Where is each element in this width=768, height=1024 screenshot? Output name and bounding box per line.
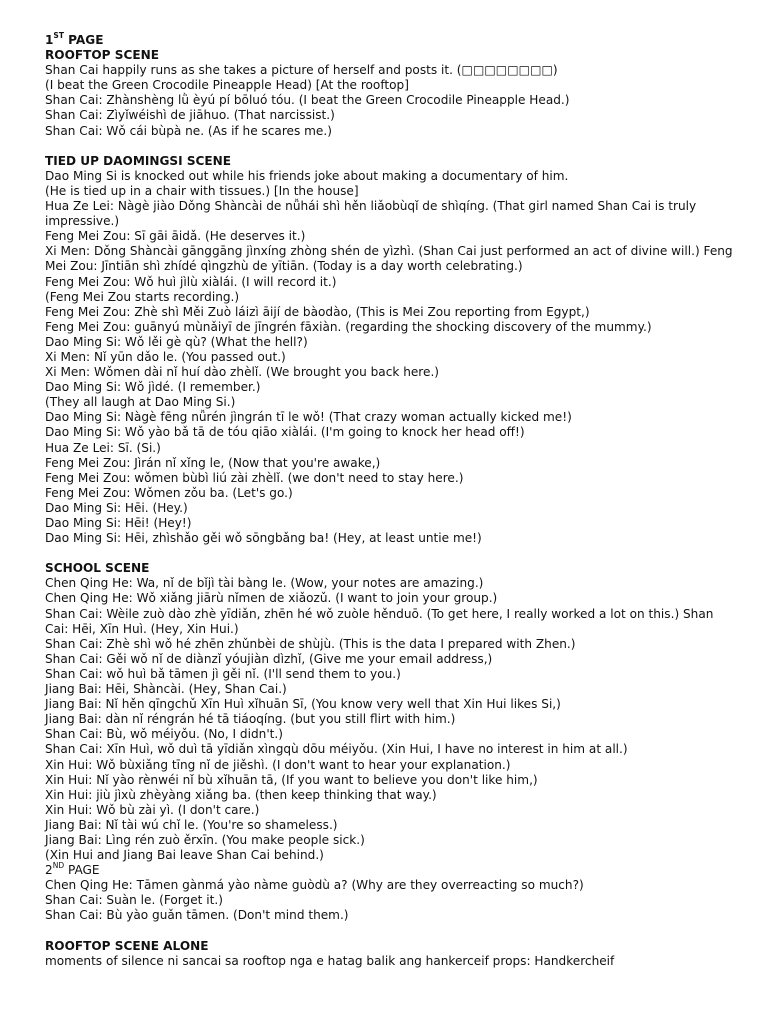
script-line: Jiang Bai: dàn nǐ réngrán hé tā tiáoqíng. (but you still flirt with him.) (45, 712, 456, 727)
script-line: (He is tied up in a chair with tissues.) [In the house] (45, 183, 359, 198)
script-line: Shan Cai: Zìyǐwéishì de jiāhuo. (That narcissist.) (45, 108, 335, 123)
script-line: Feng Mei Zou: Wǒmen zǒu ba. (Let's go.) (45, 485, 293, 500)
script-line: Shan Cai: wǒ huì bǎ tāmen jì gěi nǐ. (I'll send them to you.) (45, 666, 401, 681)
script-line: Dao Ming Si: Nàgè fēng nǚrén jìngrán tī le wǒ! (That crazy woman actually kicked me!) (45, 410, 572, 425)
script-line: Xi Men: Wǒmen dài nǐ huí dào zhèlǐ. (We brought you back here.) (45, 365, 440, 380)
script-line: Xin Hui: Wǒ bù zài yì. (I don't care.) (45, 802, 260, 817)
script-line: Dao Ming Si: Wǒ jìdé. (I remember.) (45, 380, 261, 395)
script-line: Jiang Bai: Lìng rén zuò ěrxīn. (You make people sick.) (45, 832, 365, 847)
page-heading-1: 1ST PAGE (45, 30, 104, 47)
script-line: Shan Cai happily runs as she takes a picture of herself and posts it. (□□□□□□□□) (45, 63, 558, 78)
page-heading-2: 2ND PAGE (45, 861, 100, 878)
script-line: Jiang Bai: Hēi, Shàncài. (Hey, Shan Cai.) (45, 682, 287, 697)
scene-tied-up-body (45, 169, 738, 546)
script-line: Feng Mei Zou: Zhè shì Měi Zuò láizì āijí de bàodào, (This is Mei Zou reporting from Egypt,) (45, 304, 590, 319)
script-line: Xin Hui: Wǒ bùxiǎng tīng nǐ de jiěshì. (I don't want to hear your explanation.) (45, 757, 511, 772)
script-line: Shan Cai: Bù, wǒ méiyǒu. (No, I didn't.) (45, 727, 283, 742)
script-line: Shan Cai: Wǒ cái bùpà ne. (As if he scares me.) (45, 123, 332, 138)
script-line: Feng Mei Zou: Wǒ huì jìlù xiàlái. (I will record it.) (45, 274, 337, 289)
script-line: Dao Ming Si: Wǒ yào bǎ tā de tóu qiāo xiàlái. (I'm going to knock her head off!) (45, 425, 525, 440)
script-line: Shan Cai: Bù yào guǎn tāmen. (Don't mind them.) (45, 908, 349, 923)
script-line: Chen Qing He: Wǒ xiǎng jiārù nǐmen de xiǎozǔ. (I want to join your group.) (45, 591, 498, 606)
scene-title-school: SCHOOL SCENE (45, 561, 150, 576)
script-line: Shan Cai: Zhè shì wǒ hé zhēn zhǔnbèi de shùjù. (This is the data I prepared with Zhen.) (45, 636, 576, 651)
script-line: Hua Ze Lei: Nàgè jiào Dǒng Shàncài de nǚhái shì hěn liǎobùqǐ de shìqíng. (That girl named Shan Cai is truly impressive.) (45, 199, 697, 229)
script-line: Xi Men: Dǒng Shàncài gānggāng jìnxíng zhòng shén de yìzhì. (Shan Cai just performed an act of divine will.) Feng Mei Zou: Jīntiān shì zhídé qìngzhù de yītiān. (Today is a day worth celebrating.) (45, 244, 733, 274)
script-line: Dao Ming Si is knocked out while his friends joke about making a documentary of him. (45, 168, 569, 183)
script-line: Shan Cai: Zhànshèng lǜ èyú pí bōluó tóu. (I beat the Green Crocodile Pineapple Head.) (45, 93, 570, 108)
script-line: Shan Cai: Wèile zuò dào zhè yīdiǎn, zhēn hé wǒ zuòle hěnduō. (To get here, I really worked a lot on this.) Shan Cai: Hēi, Xīn Huì. (Hey, Xin Hui.) (45, 606, 714, 636)
scene-school-continued (45, 878, 738, 923)
script-line: Feng Mei Zou: Sī gāi āidǎ. (He deserves it.) (45, 229, 306, 244)
scene-school-body (45, 576, 738, 863)
script-line: Shan Cai: Gěi wǒ nǐ de diànzǐ yóujiàn dìzhǐ, (Give me your email address,) (45, 651, 493, 666)
script-line: Xin Hui: jiù jìxù zhèyàng xiǎng ba. (then keep thinking that way.) (45, 787, 437, 802)
script-line: Feng Mei Zou: Jìrán nǐ xǐng le, (Now that you're awake,) (45, 455, 381, 470)
script-line: (I beat the Green Crocodile Pineapple Head) [At the rooftop] (45, 78, 409, 93)
script-line: (Feng Mei Zou starts recording.) (45, 289, 240, 304)
script-line: Dao Ming Si: Hēi, zhìshǎo gěi wǒ sōngbǎng ba! (Hey, at least untie me!) (45, 531, 482, 546)
script-line: Xin Hui: Nǐ yào rènwéi nǐ bù xǐhuān tā, (If you want to believe you don't like him,) (45, 772, 538, 787)
script-line: moments of silence ni sancai sa rooftop nga e hatag balik ang hankerceif props: Handkercheif (45, 953, 615, 968)
scene-title-rooftop: ROOFTOP SCENE (45, 48, 159, 63)
script-line: Dao Ming Si: Wǒ lěi gè qù? (What the hell?) (45, 334, 308, 349)
script-line: Jiang Bai: Nǐ hěn qīngchǔ Xīn Huì xǐhuān Sī, (You know very well that Xin Hui likes Si,) (45, 697, 561, 712)
script-line: Xi Men: Nǐ yūn dǎo le. (You passed out.) (45, 349, 286, 364)
script-line: Shan Cai: Xīn Huì, wǒ duì tā yīdiǎn xìngqù dōu méiyǒu. (Xin Hui, I have no interest in him at all.) (45, 742, 628, 757)
script-line: Dao Ming Si: Hēi. (Hey.) (45, 500, 188, 515)
section-gap (45, 546, 738, 561)
script-line: Feng Mei Zou: wǒmen bùbì liú zài zhèlǐ. (we don't need to stay here.) (45, 470, 464, 485)
scene-rooftop-alone-body (45, 954, 738, 969)
scene-title-tied-up: TIED UP DAOMINGSI SCENE (45, 153, 232, 168)
script-line: Hua Ze Lei: Sī. (Si.) (45, 440, 161, 455)
script-line: Feng Mei Zou: guānyú mùnǎiyī de jīngrén fāxiàn. (regarding the shocking discovery of the mummy.) (45, 319, 652, 334)
script-line: Shan Cai: Suàn le. (Forget it.) (45, 893, 223, 908)
script-line: Dao Ming Si: Hēi! (Hey!) (45, 516, 192, 530)
section-gap (45, 924, 738, 939)
scene-rooftop-body (45, 63, 738, 138)
script-line: Jiang Bai: Nǐ tài wú chǐ le. (You're so shameless.) (45, 817, 338, 832)
section-gap (45, 139, 738, 154)
script-line: (They all laugh at Dao Ming Si.) (45, 395, 236, 410)
scene-title-rooftop-alone: ROOFTOP SCENE ALONE (45, 938, 209, 953)
script-line: Chen Qing He: Tāmen gànmá yào nàme guòdù a? (Why are they overreacting so much?) (45, 878, 584, 893)
script-line: (Xin Hui and Jiang Bai leave Shan Cai behind.) (45, 848, 324, 863)
script-line: Chen Qing He: Wa, nǐ de bǐjì tài bàng le. (Wow, your notes are amazing.) (45, 576, 484, 591)
